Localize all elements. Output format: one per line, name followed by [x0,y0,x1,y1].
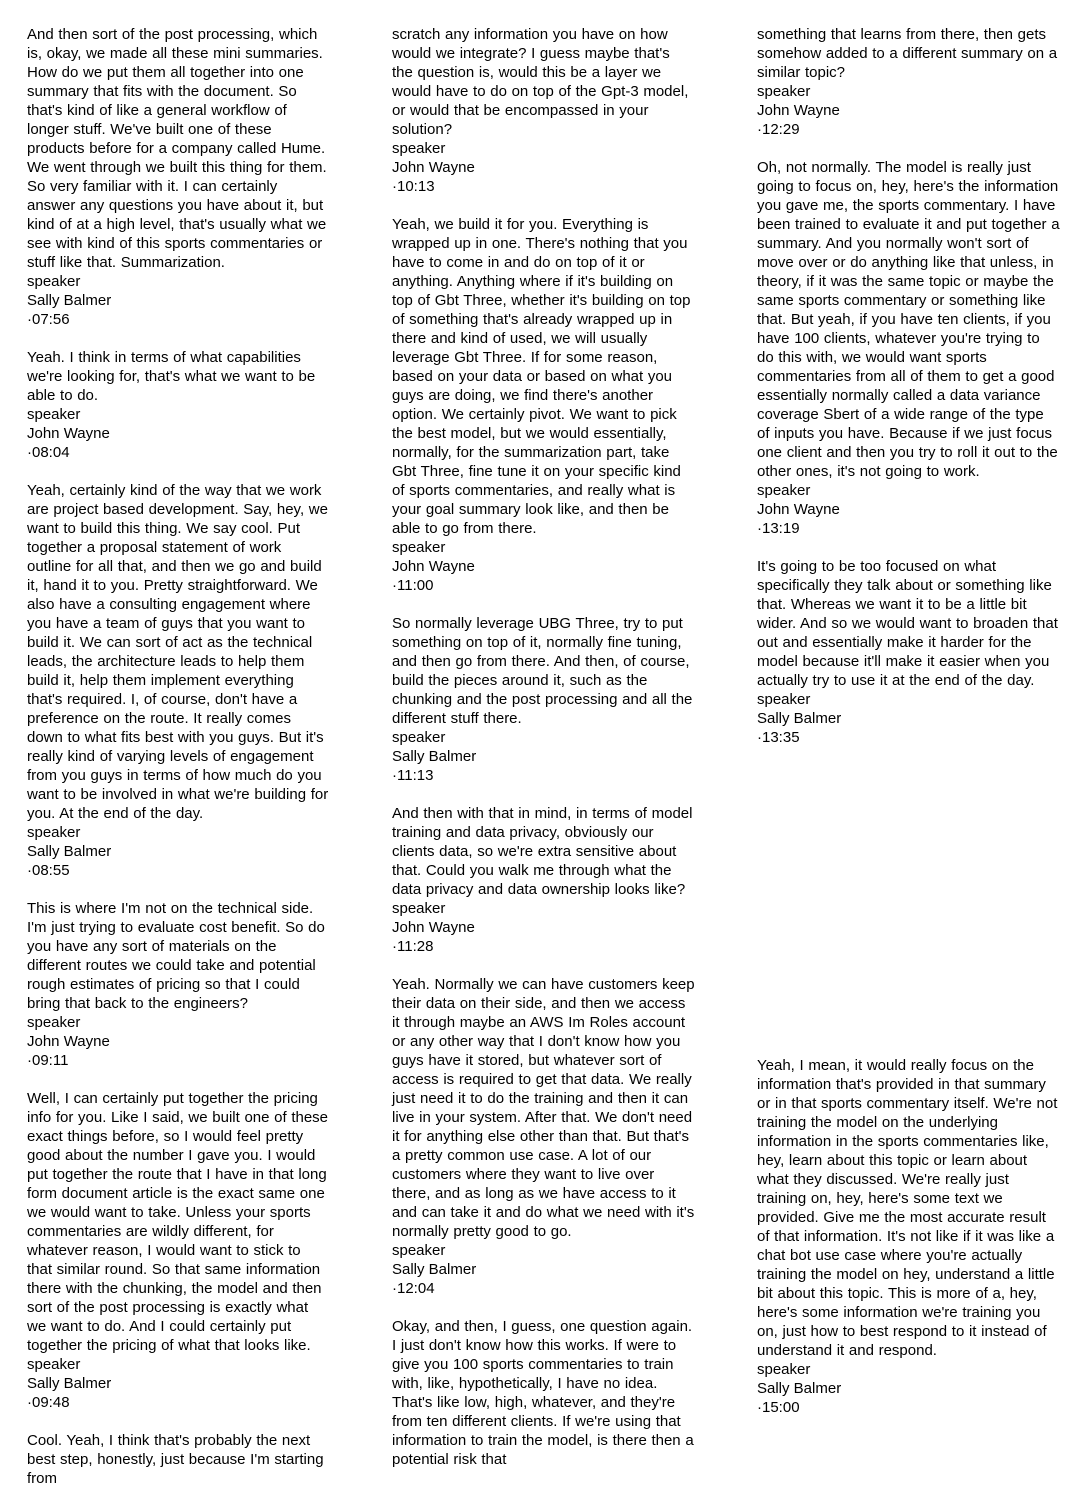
speaker-label: speaker [757,1361,811,1378]
transcript-paragraph: And then with that in mind, in terms of model training and data privacy, obviously our clients data, so we're extra sensitive about that. Could you walk me through what the data privacy and data ownership looks like? [392,805,693,898]
column-flow-gap [757,747,1060,1037]
speaker-label: speaker [392,140,446,157]
speaker-name: John Wayne [27,425,110,442]
transcript-paragraph: So normally leverage UBG Three, try to put something on top of it, normally fine tuning, and then go from there. And then, of course, build the pieces around it, such as the chunking and the post processing and all the different stuff there. [392,615,693,727]
speaker-label: speaker [27,1356,81,1373]
timestamp: ·10:13 [392,178,435,195]
speaker-label: speaker [392,900,446,917]
timestamp: ·08:55 [27,862,70,879]
speaker-name: Sally Balmer [392,748,477,765]
speaker-label: speaker [757,83,811,100]
timestamp: ·11:28 [392,938,434,955]
transcript-paragraph: Well, I can certainly put together the pricing info for you. Like I said, we built one of these exact things before, so I would feel pretty good about the number I gave you. I would put together the route that I have in that long form document article is the exact same one we would want to take. Unless your sports commentaries are wildly different, for whatever reason, I would want to stick to that similar round. So that same information there with the chunking, the model and then sort of the post processing is exactly what we want to do. And I could certainly put together the pricing of what that looks like. [27,1090,329,1354]
speaker-label: speaker [27,824,81,841]
speaker-name: John Wayne [757,102,840,119]
speaker-label: speaker [392,729,446,746]
speaker-name: Sally Balmer [27,292,112,309]
timestamp: ·09:11 [27,1052,69,1069]
speaker-label: speaker [757,691,811,708]
transcript-column-3 [757,25,1060,1416]
speaker-name: Sally Balmer [757,1380,842,1397]
speaker-label: speaker [392,539,446,556]
speaker-name: John Wayne [757,501,840,518]
timestamp: ·15:00 [757,1399,800,1416]
timestamp: ·09:48 [27,1394,70,1411]
speaker-name: John Wayne [392,558,475,575]
timestamp: ·12:04 [392,1280,435,1297]
transcript-paragraph: something that learns from there, then gets somehow added to a different summary on a similar topic? [757,26,1058,81]
transcript-paragraph: Yeah, I mean, it would really focus on the information that's provided in that summary or in that sports commentary itself. We're not training the model on the underlying information in the sports commentaries like, hey, learn about this topic or learn about what they discussed. We're really just training on, hey, here's some text we provided. Give me the most accurate result of that information. It's not like if it was like a chat bot use case where you're actually training the model on hey, understand a little bit about this topic. This is more of a, hey, here's some information we're training you on, just how to best respond to it instead of understand it and respond. [757,1057,1058,1359]
speaker-label: speaker [27,1014,81,1031]
timestamp: ·11:00 [392,577,434,594]
transcript-paragraph: Yeah. I think in terms of what capabilities we're looking for, that's what we want to be able to do. [27,349,316,404]
speaker-label: speaker [27,406,81,423]
speaker-name: John Wayne [392,919,475,936]
speaker-name: John Wayne [27,1033,110,1050]
speaker-name: Sally Balmer [757,710,842,727]
transcript-paragraph: scratch any information you have on how would we integrate? I guess maybe that's the question is, would this be a layer we would have to do on top of the Gpt-3 model, or would that be encompassed in your solution? [392,26,689,138]
transcript-paragraph: Yeah, certainly kind of the way that we work are project based development. Say, hey, we want to build this thing. We say cool. Put together a proposal statement of work outline for all that, and then we go and build it, hand it to you. Pretty straightforward. We also have a consulting engagement where you have a team of guys that you want to build it. We can sort of act as the technical leads, the architecture leads to help them build it, help them implement everything that's required. I, of course, don't have a preference on the route. It really comes down to what fits best with you guys. But it's really kind of varying levels of engagement from you guys in terms of how much do you want to be involved in what we're building for you. At the end of the day. [27,482,329,822]
speaker-name: John Wayne [392,159,475,176]
transcript-paragraph: Cool. Yeah, I think that's probably the next best step, honestly, just because I'm starting from [27,1432,324,1487]
transcript-paragraph: It's going to be too focused on what specifically they talk about or something like that. Whereas we want it to be a little bit wider. And so we would want to broaden that out and essentially make it harder for the model because it'll make it easier when you actually try to use it at the end of the day. [757,558,1058,689]
transcript-paragraph: This is where I'm not on the technical side. I'm just trying to evaluate cost benefit. So do you have any sort of materials on the different routes we could take and potential rough estimates of pricing so that I could bring that back to the engineers? [27,900,325,1012]
transcript-paragraph: Yeah, we build it for you. Everything is wrapped up in one. There's nothing that you have to come in and do on top of it or anything. Anything where if it's building on top of Gbt Three, whether it's building on top of something that's already wrapped up in there and kind of used, we will usually leverage Gbt Three. If for some reason, based on your data or based on what you guys are doing, we find there's another option. We certainly pivot. We want to pick the best model, but we would essentially, normally, for the summarization part, take Gbt Three, fine tune it on your specific kind of sports commentaries, and really what is your goal summary look like, and then be able to go from there. [392,216,691,537]
transcript-column-2 [392,25,695,1468]
transcript-paragraph: And then sort of the post processing, which is, okay, we made all these mini summaries. How do we put them all together into one summary that fits with the document. So that's kind of like a general workflow of longer stuff. We've built one of these products before for a company called Hume. We went through we built this thing for them. So very familiar with it. I can certainly answer any questions you have about it, but kind of at a high level, that's usually what we see with kind of this sports commentaries or stuff like that. Summarization. [27,26,327,271]
timestamp: ·13:19 [757,520,800,537]
timestamp: ·11:13 [392,767,434,784]
speaker-name: Sally Balmer [392,1261,477,1278]
transcript-column-1 [27,25,330,1487]
timestamp: ·13:35 [757,729,800,746]
transcript-paragraph: Yeah. Normally we can have customers keep their data on their side, and then we access it through maybe an AWS Im Roles account or any other way that I don't know how you guys have it stored, but whatever sort of access is required to get that data. We really just need it to do the training and then it can live in your system. After that. We don't need it for anything else other than that. But that's a pretty common use case. A lot of our customers where they want to live over there, and as long as we have access to it and can take it and do what we need with it's normally pretty good to go. [392,976,695,1240]
timestamp: ·12:29 [757,121,800,138]
transcript-paragraph: Oh, not normally. The model is really just going to focus on, hey, here's the information you gave me, the sports commentary. I have been trained to evaluate it and put together a summary. And you normally won't sort of move over or do anything like that unless, in theory, if it was the same topic or maybe the same sports commentary or something like that. But yeah, if you have ten clients, if you have 100 clients, whatever you're trying to do this with, we would want sports commentaries from all of them to get a good essentially normally called a data variance coverage Sbert of a wide range of the type of inputs you have. Because if we just focus one client and then you try to roll it out to the other ones, it's not going to work. [757,159,1060,480]
speaker-name: Sally Balmer [27,843,112,860]
timestamp: ·07:56 [27,311,70,328]
speaker-label: speaker [27,273,81,290]
timestamp: ·08:04 [27,444,70,461]
transcript-paragraph: Okay, and then, I guess, one question again. I just don't know how this works. If were to give you 100 sports commentaries to train with, like, hypothetically, I have no idea. That's like low, high, whatever, and they're from ten different clients. If we're using that information to train the model, is there then a potential risk that [392,1318,694,1468]
speaker-label: speaker [757,482,811,499]
speaker-name: Sally Balmer [27,1375,112,1392]
speaker-label: speaker [392,1242,446,1259]
